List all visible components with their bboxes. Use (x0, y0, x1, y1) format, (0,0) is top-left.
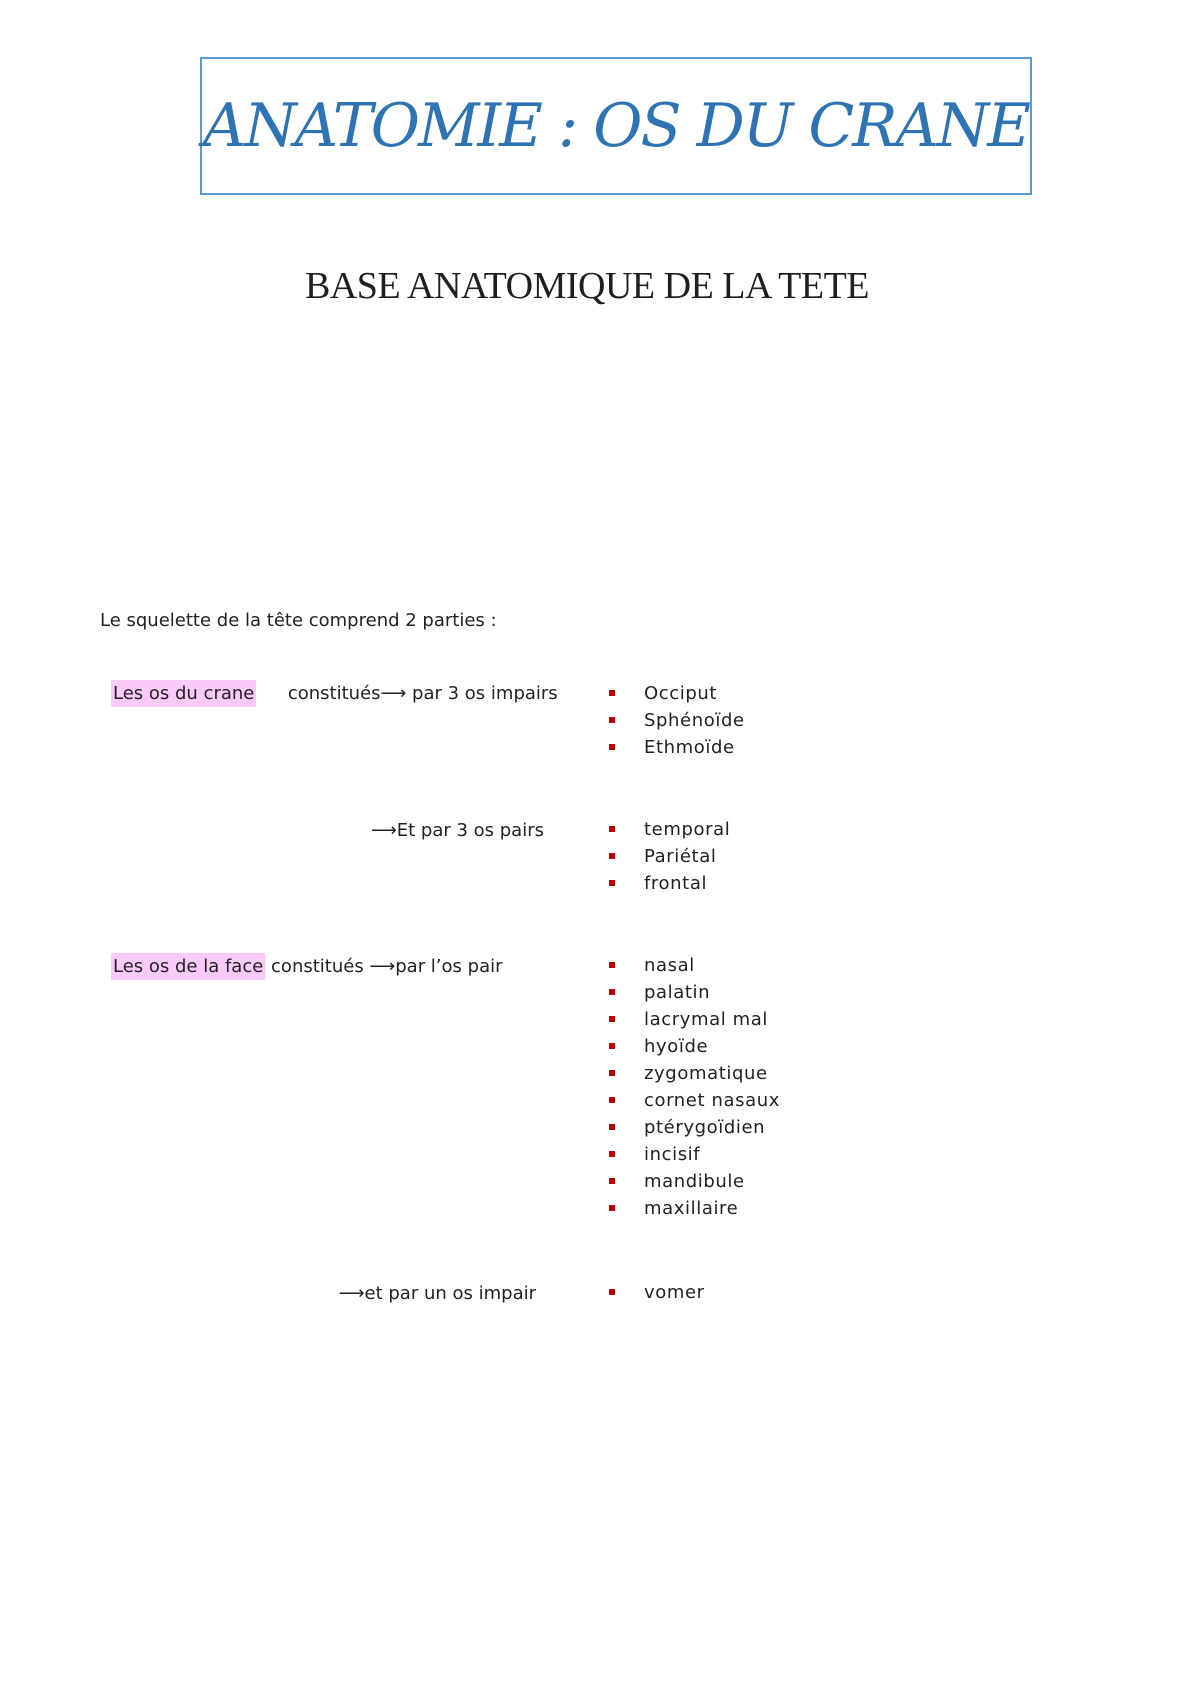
list-item (604, 1282, 705, 1309)
list-item-text: incisif (644, 1144, 701, 1165)
list-item (604, 1090, 780, 1117)
square-bullet-icon (609, 989, 615, 995)
intro-text: Le squelette de la tête comprend 2 parties : (100, 610, 497, 631)
square-bullet-icon (609, 1178, 615, 1184)
list-item-text: frontal (644, 873, 708, 894)
list-item (604, 1171, 780, 1198)
list-item-text: nasal (644, 955, 695, 976)
title-frame (200, 57, 1032, 195)
square-bullet-icon (609, 744, 615, 750)
list-item-text: cornet nasaux (644, 1090, 780, 1111)
face-pairs-list (604, 955, 780, 1225)
list-item-text: Pariétal (644, 846, 717, 867)
square-bullet-icon (609, 717, 615, 723)
list-item (604, 955, 780, 982)
list-item (604, 710, 745, 737)
list-item (604, 1144, 780, 1171)
list-item-text: Ethmoïde (644, 737, 735, 758)
list-item-text: temporal (644, 819, 731, 840)
crane-impairs-text: constitués⟶ par 3 os impairs (287, 683, 558, 704)
list-item-text: hyoïde (644, 1036, 709, 1057)
list-item (604, 737, 745, 764)
square-bullet-icon (609, 1016, 615, 1022)
square-bullet-icon (609, 962, 615, 968)
list-item-text: vomer (644, 1282, 705, 1303)
square-bullet-icon (609, 880, 615, 886)
list-item-text: ptérygoïdien (644, 1117, 766, 1138)
list-item (604, 1117, 780, 1144)
list-item-text: mandibule (644, 1171, 745, 1192)
list-item-text: lacrymal mal (644, 1009, 769, 1030)
list-item (604, 683, 745, 710)
list-item (604, 1009, 780, 1036)
list-item (604, 1063, 780, 1090)
face-row (111, 956, 503, 978)
list-item-text: palatin (644, 982, 711, 1003)
document-title: ANATOMIE : OS DU CRANE (202, 91, 1030, 161)
crane-impairs-list (604, 683, 745, 764)
list-item (604, 982, 780, 1009)
square-bullet-icon (609, 1043, 615, 1049)
square-bullet-icon (609, 1070, 615, 1076)
square-bullet-icon (609, 1124, 615, 1130)
square-bullet-icon (609, 1151, 615, 1157)
square-bullet-icon (609, 1097, 615, 1103)
list-item (604, 846, 730, 873)
list-item-text: Sphénoïde (644, 710, 745, 731)
face-pair-text: constitués ⟶par l’os pair (265, 956, 503, 977)
square-bullet-icon (609, 1289, 615, 1295)
crane-row (111, 683, 558, 705)
face-impairs-list (604, 1282, 705, 1309)
list-item-text: zygomatique (644, 1063, 768, 1084)
square-bullet-icon (609, 690, 615, 696)
list-item-text: maxillaire (644, 1198, 739, 1219)
list-item (604, 1036, 780, 1063)
list-item-text: Occiput (644, 683, 718, 704)
square-bullet-icon (609, 1205, 615, 1211)
crane-pairs-list (604, 819, 730, 900)
crane-pairs-text: ⟶Et par 3 os pairs (370, 820, 544, 841)
crane-label: Les os du crane (111, 680, 256, 707)
square-bullet-icon (609, 826, 615, 832)
list-item (604, 819, 730, 846)
face-label: Les os de la face (111, 953, 265, 980)
face-impair-text: ⟶et par un os impair (338, 1283, 536, 1304)
list-item (604, 873, 730, 900)
square-bullet-icon (609, 853, 615, 859)
document-subtitle: BASE ANATOMIQUE DE LA TETE (304, 265, 870, 307)
list-item (604, 1198, 780, 1225)
